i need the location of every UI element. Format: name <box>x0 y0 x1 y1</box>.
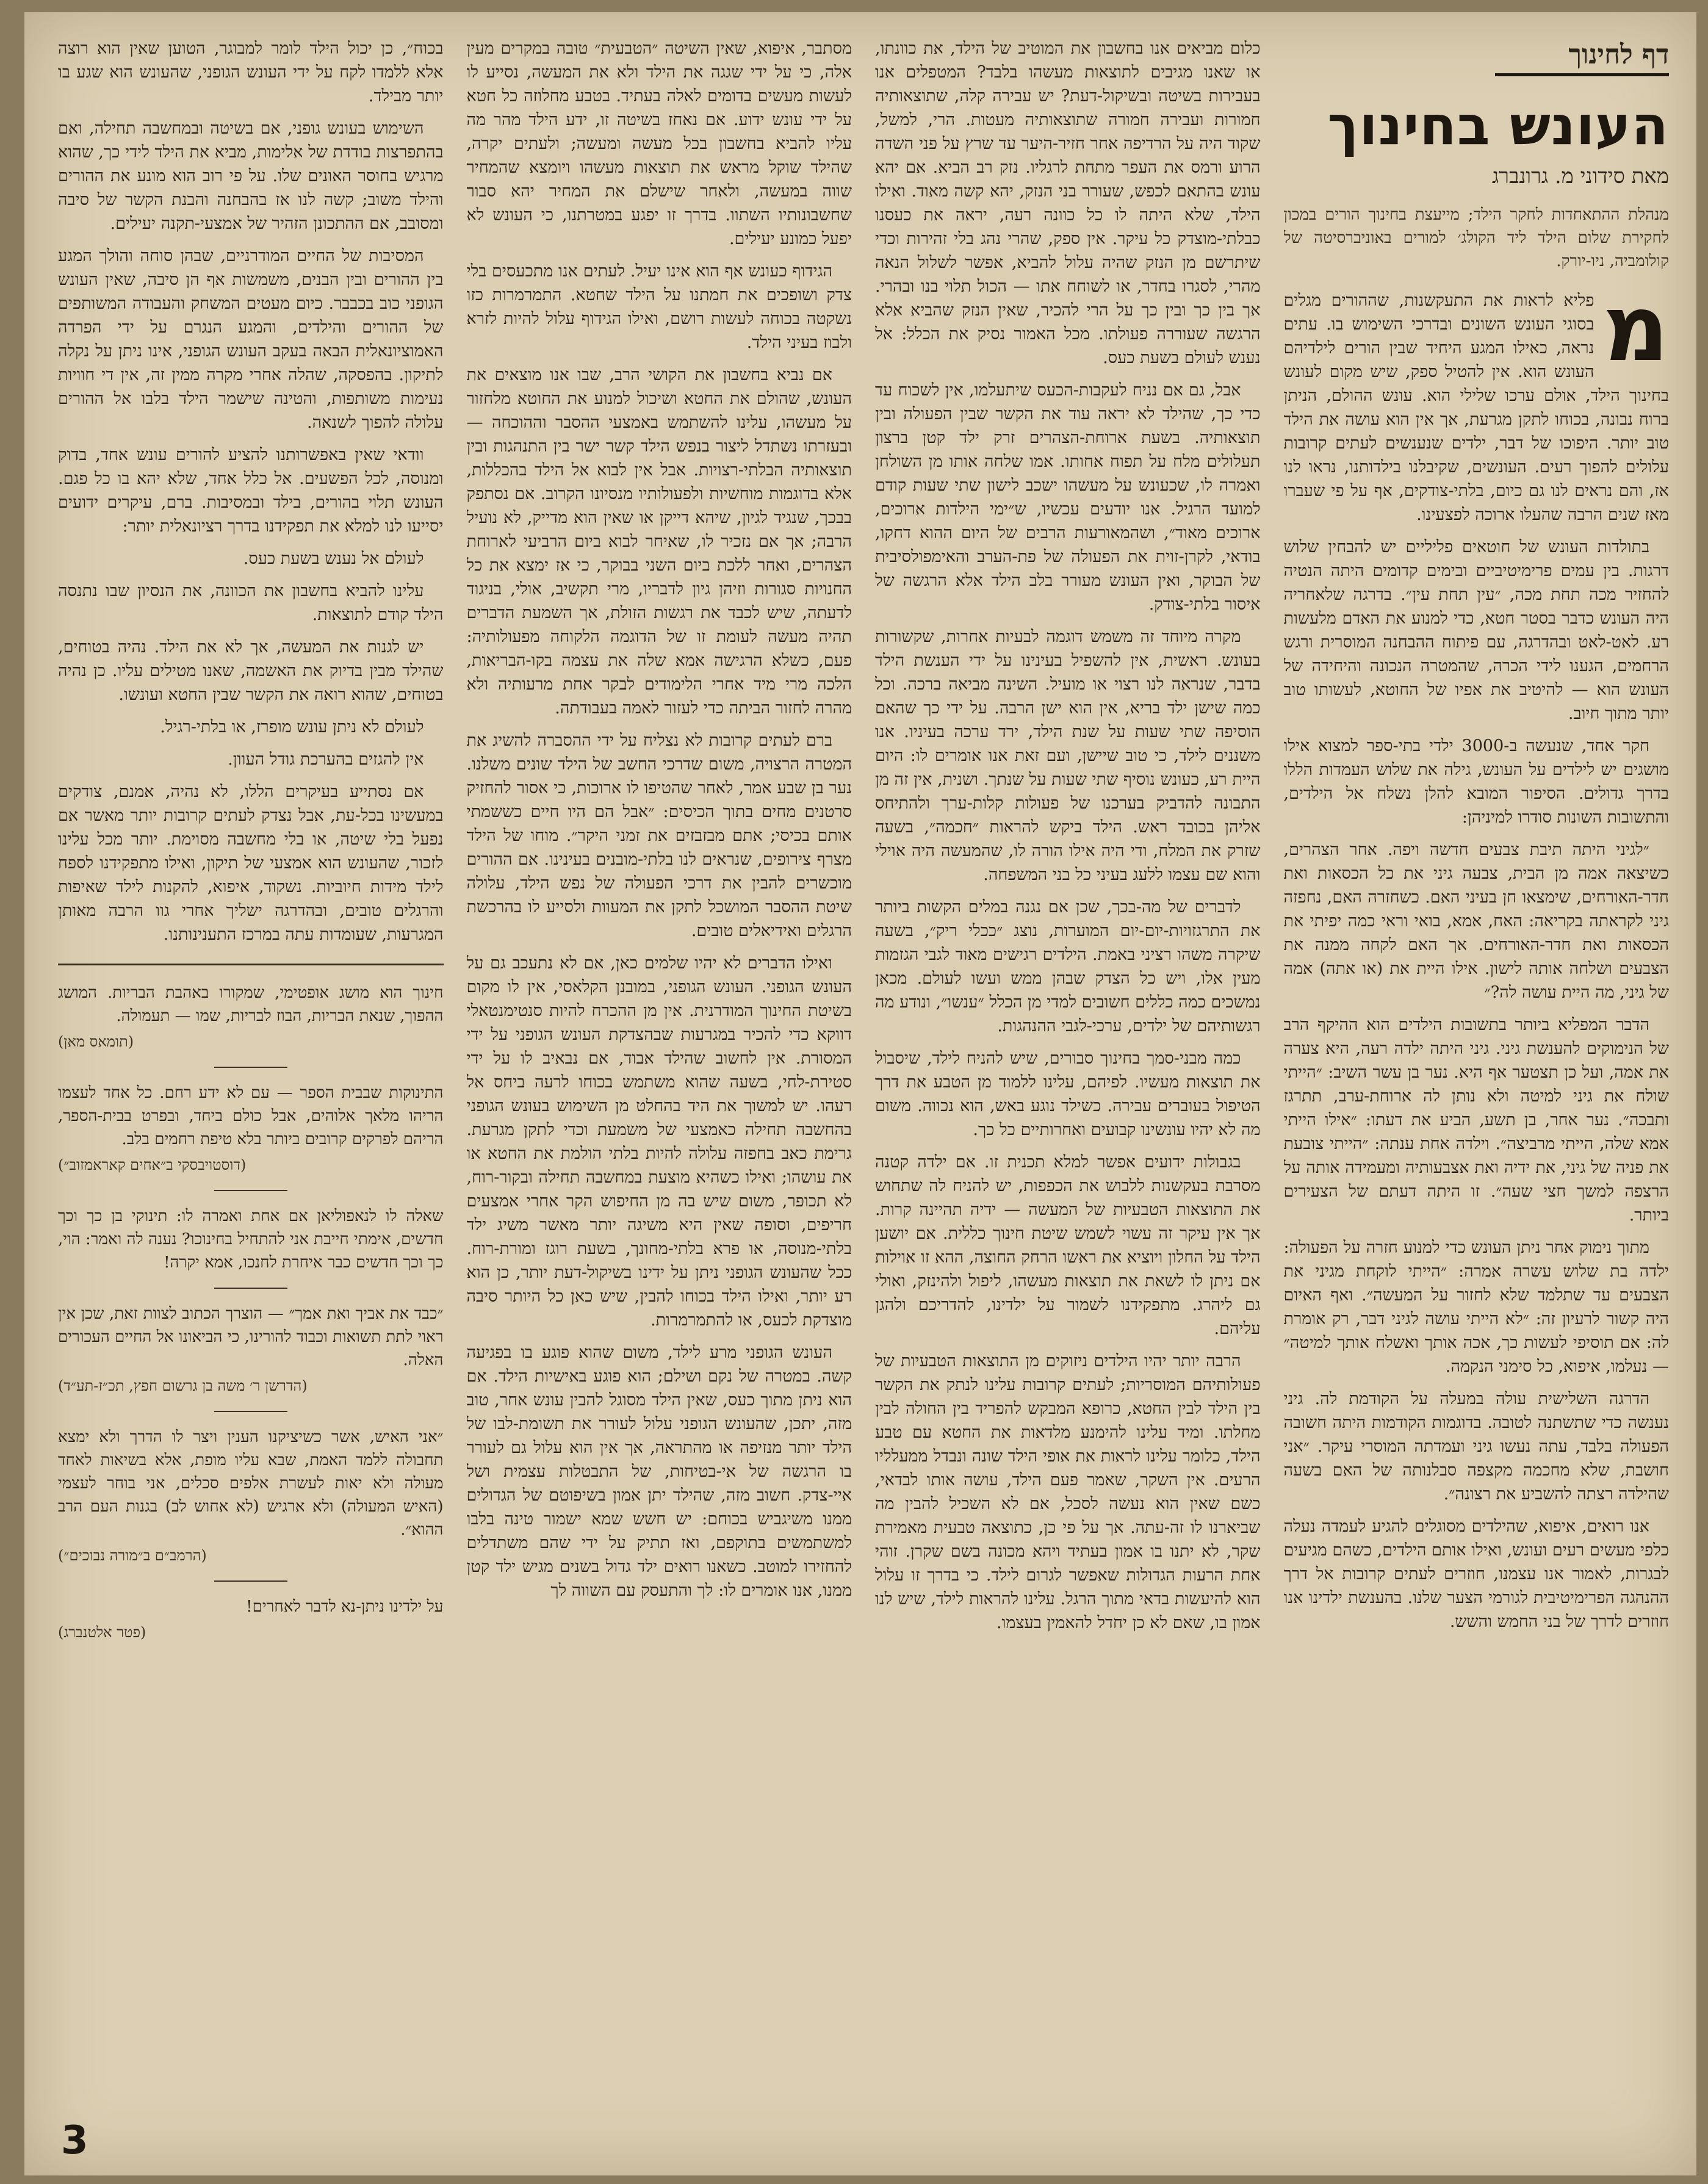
quote-text: חינוך הוא מושג אופטימי, שמקורו באהבת הבריות. המושג ההפוך, שנאת הבריות, הבוז לבריות, שמו — תעמולה. <box>58 984 444 1025</box>
article-byline: מאת סידוני מ. גרונברג <box>1492 164 1669 189</box>
paragraph: מסתבר, איפוא, שאין השיטה ״הטבעית״ טובה במקרים מעין אלה, כי על ידי שגגה את הילד ולא את המעשה, נסייע לו לעשות מעשים בדומים לאלה בעתיד. בטבע מחלוזה כל חטא על ידי עונש ידוע. אם נאחז בשיטה זו, ידע הילד מהר מה עליו להביא בחשבון בכל מעשה ומעשה; ולעתים יקרה, שהילד שוקל מראש את תוצאות מעשהו ויומצא שהמחיר שווה במעשה, ולאחר שישלם את המחיר יהא סבור שחשבונותיו השתוו. בדרך זו יפגע במטרתנו, כי העונש לא יפעל כמונע יעילים. <box>466 39 852 248</box>
paragraph: אנו רואים, איפוא, שהילדים מסוגלים להגיע לעמדה נעלה כלפי מעשים רעים ועונש, ואילו אותם הילדים, כשהם מגיעים לבגרות, לאמור אנו עצמנו, חוזרים לעתים קרובות אל דרך ההנהגה הפרימיטיבית לגורמי הצער שלנו. בהענשת ילדינו אנו חוזרים לדרך של בני החמש והשש. <box>1283 1517 1669 1631</box>
paragraph: אבל, גם אם נניח לעקבות-הכעס שיתעלמו, אין לשכוח עד כדי כך, שהילד לא יראה עוד את הקשר שבין הפעולה ובין תוצאותיה. בשעת ארוחת-הצהרים זרק ילד קטן ברצון תעלולים מלח על תפוח אחותו. אמו שלחה אותו מן השולחן ואמרה לו, שכעונש על מעשהו ישכב לישון שתי שעות קודם למועד הרגיל. אנו יודעים עכשיו, ש״ימי הילדות ארוכים, ארוכים מאוד״, ושהמאורעות הרבים של היום ההוא דחקו, בודאי, לקרן-זוית את הפעולה של פת-הערב והאימפולסיבית של הבוקר, ואין העונש מעורר בלב הילד אלא הרגשה של איסור בלתי-צודק. <box>875 381 1261 614</box>
quote-source: (תומאס מאן) <box>58 1033 134 1050</box>
paragraph: הגידוף כעונש אף הוא אינו יעיל. לעתים אנו מתכעסים בלי צדק ושופכים את חמתנו על הילד שחטא. התמרמרות כזו נשקטה בכוחה לעשות רושם, ואילו הגידוף עלול להיות לזרא ולבוז בעיני הילד. <box>466 262 852 352</box>
paragraph: כלום מביאים אנו בחשבון את המוטיב של הילד, את כוונתו, או שאנו מגיבים לתוצאות מעשהו בלבד? המטפלים אנו בעבירות בשיטה ובשיקול-דעת? יש עבירה קלה, שתוצאותיה חמורות ועבירה חמורה שתוצאותיה מעטות. הרי, למשל, שקוד היה על הרדיפה אחר חזיר-היער עד שרץ על פני השדה הרוע ורמס את העפר מתחת לרגליו. נזק רב הביא. אם יהא עונש בהתאם לכפש, שעורר בני הנזק, יהא קשה מאוד. ואילו הילד, שלא היתה לו כל כוונה רעה, יראה את כעסנו כבלתי-מוצדק כל עיקר. אין ספק, שהרי נהג בלי זהירות וכדי שיתרשם מן הנזק שהיה עלול להביא, אפשר לשלול הנאה מהרי, לסגרו בחדר, או לשוחח אתו — הכול תלוי בנו ובהרי. אך בין כך ובין כך על הרי להכיר, שאין הנזק שהביא אלא הרגשה שעוררה פעולתו. מכל האמור נסיק את הכלל: אל נענש לעולם בשעת כעס. <box>875 39 1261 367</box>
paragraph: בכוח״, כן יכול הילד לומר למבוגר, הטוען שאין הוא רוצה אלא ללמדו לקח על ידי העונש הגופני, שהעונש הוא שגע בו יותר מבילד. <box>58 39 444 106</box>
quote-text: שאלה לו לנאפוליאן אם אחת ואמרה לו: תינוקי בן כך וכך חדשים, אימתי חייבת אני להתחיל בחינוכו? נענה לה ואמר: הוי, כך וכך חדשים כבר איחרת לחנכו, אמא יקרה! <box>58 1207 444 1272</box>
quote-block <box>58 981 444 1053</box>
column-2 <box>875 37 1261 2151</box>
quote-text: ״כבד את אביך ואת אמך״ — הוצרך הכתוב לצוות זאת, שכן אין ראוי לתת תשואות וכבוד להורינו, כי הביאונו אל החיים העכורים האלה. <box>58 1305 444 1369</box>
quote-block <box>58 1205 444 1274</box>
paragraph: בגבולות ידועים אפשר למלא תכנית זו. אם ילדה קטנה מסרבת בעקשנות ללבוש את הכפפות, יש להניח לה שתחוש את התוצאות הטבעיות של המעשה — ידיה תהיינה קרות. אך אין עיקר זה עשוי לשמש שיטת חינוך כללית. אם יושען הילד על החלון ויוציא את ראשו הרחק החוצה, ההא זו אוילות אם ניתן לו לשאת את תוצאות מעשהו, ליפול ולהינזק, ואולי גם ליהרג. מתפקידנו לשמור על ילדינו, להדריכם ולהגן עליהם. <box>875 1153 1261 1338</box>
paragraph <box>1283 276 1670 527</box>
divider <box>58 964 444 965</box>
paragraph-text: פליא לראות את התעקשנות, שההורים מגלים בסוגי העונש השונים ובדרכי השימוש בו. עתים נראה, כאילו המגע היחיד שבין הורים לילדיהם העונש הוא. אין להטיל ספק, שיש מקום לעונש בחינוך הילד, אולם ערכו שלילי הוא. עונש ההולם, הניתן ברוח נבונה, בכוחו לתקן מגרעת, אך אין הוא עושה את הילד טוב יותר. היפוכו של דבר, ילדים שנענשים לעתים קרובות עלולים להפוך רעים. העונשים, שקיבלנו בילדותנו, נראו לנו אז, והם נראים לנו גם כיום, בלתי-צודקים, אף על פי שעברו מאז שנים הרבה שהעלו ארוכה לפצעינו. <box>1283 291 1669 524</box>
quote-text: ״אני האיש, אשר כשיציקנו הענין ויצר לו הדרך ולא ימצא תחבולה ללמד האמת, שבא עליו מופת, אלא בשיאות לאחד מעולה ולא יאות לעשרת אלפים סכלים, אני בוחר לעצמי (האיש המעולה) ולא ארגיש (לא אחוש לב) בגנות העם הרב ההוא״. <box>58 1428 444 1539</box>
column-1 <box>1284 37 1670 2151</box>
quote-source: (הרמב״ם ב״מורה נבוכים״) <box>58 1547 207 1564</box>
rule-item: לעולם לא ניתן עונש מופרז, או בלתי-רגיל. <box>160 718 424 737</box>
paragraph: אם נסתייע בעיקרים הללו, לא נהיה, אמנם, צודקים במעשינו בכל-עת, אבל נצדק לעתים קרובות יותר מאשר אם נפעל בלי שיטה, או בלי מחשבה מסוימת. יותר מכל עלינו לזכור, שהעונש הוא אמצעי של תיקון, ואילו מתפקידנו לספח לילד מידות חיוביות. נשקוד, איפוא, להקנות לילד שאיפות והרגלים טובים, ובהדרגה ישליך אחרי גוו הרבה מאותן המגרעות, שעומדות עתה במרכז התענינותנו. <box>58 782 444 944</box>
quote-source: (פטר אלטנברג) <box>58 1624 146 1641</box>
page-number: 3 <box>61 2118 88 2163</box>
paragraph: מתוך נימוק אחר ניתן העונש כדי למנוע חזרה על הפעולה: ילדה בת שלוש עשרה אמרה: ״הייתי לוקחת מגיני את הצבעים עד שתלמד שלא לחזור על המעשה״. ואף האיום היה קשור לרעיון זה: ״לא הייתי עושה לגיני דבר, רק אומרת לה: אם תוסיפי לעשות כך, אכה אותך ואשלח אותך למיטה״ — נעלמו, איפוא, כל סימני הנקמה. <box>1283 1238 1669 1376</box>
column-3 <box>467 37 852 2151</box>
quote-separator <box>214 1190 287 1191</box>
newspaper-page <box>24 12 1696 2175</box>
quote-block <box>58 1081 444 1177</box>
rule-item: לעולם אל נענש בשעת כעס. <box>243 549 424 568</box>
paragraph: לדברים של מה-בכך, שכן אם נגנה במלים הקשות ביותר את התרגזויות-יום-יום המוערות, נוצג ״ככלי ריק״, בשעה שיקרה משהו רציני באמת. הילדים רגישים מאוד לגבי הגזמות מעין אלו, ויש כל הצדק שבהן ממש ועשו לעולם. מכאן נמשכים כמה כללים חשובים למדי מן הכלל ״ענשו״, ונודע מה רגשותיהם של ילדים, ערכי-לגבי ההנהגות. <box>875 898 1261 1036</box>
quote-block <box>58 1302 444 1397</box>
quote-source: (דוסטויבסקי ב״אחים קאראמזוב״) <box>58 1156 247 1173</box>
quote-block <box>58 1595 444 1644</box>
drop-cap: מ <box>1602 276 1669 382</box>
quote-source: (הדרשן ר׳ משה בן גרשום חפץ, תכ״ז-תע״ד) <box>58 1377 308 1394</box>
quote-separator <box>214 1067 287 1068</box>
paragraph: העונש הגופני מרע לילד, משום שהוא פוגע בו בפגיעה קשה. במטרה של נקם ושילם; הוא פוגע באישיות הילד. אם הוא ניתן מתוך כעס, שאין הילד מסוגל להבין עונש אחר, טוב מזה, יתכן, שהעונש הגופני עלול לעורר את תשומת-לבו של הילד יותר מנזיפה או מהתראה, אך אין הוא עלול גם לעורר בו הרגשה של אי-בטיחות, של התבטלות עצמית ושל איי-צדק. חשוב מזה, שהילד יתן אמון בשיפוטם של הגדולים ממנו משיגביש בכוחם: יש חשש שמא ישמור טינה בלבו למשתמשים בתוקפם, ואז תתיק על ידי שהם משתדלים להחזירו למוטב. כשאנו רואים ילד גדול בשנים מגיש ילד קטן ממנו, אנו אומרים לו: לך והתעסק עם השווה לך <box>466 1343 852 1600</box>
paragraph: הדבר המפליא ביותר בתשובות הילדים הוא ההיקף הרב של הנימוקים להענשת גיני. גיני היתה ילדה רעה, היא צערה את אמה, ועל כן תצטער אף היא. נער בן עשר השיב: ״הייתי שולח את גיני למיטה ולא נותן לה ארוחת-ערב, תתרגז ותבכה״. נער אחר, בן תשע, הביע את דעתו: ״אילו הייתי אמא שלה, הייתי מרביצה״. וילדה אחת ענתה: ״הייתי צובעת את פניה של גיני, את ידיה ואת אצבעותיה ומעמידה אותה על הרצפה למשך חצי שעה״. זו היתה דעתם של הצעירים ביותר. <box>1283 1015 1669 1225</box>
paragraph: הדרגה השלישית עולה במעלה על הקודמת לה. גיני נענשה כדי שתשתנה לטובה. בדוגמות הקודמות היתה חשובה הפעולה בלבד, עתה נעשו גיני ועמדתה המוסרי עיקר. ״אני חושבת, שלא מחכמה מקצפה סבלנותה של האם בשעה שהילדה רצתה להשביע את רצונה״. <box>1283 1389 1669 1504</box>
paragraph: מקרה מיוחד זה משמש דוגמה לבעיות אחרות, שקשורות בעונש. ראשית, אין להשפיל בעינינו על ידי הענשת הילד בדבר, שנראה לנו רצוי או מועיל. השינה מביאה ברכה. וכל כמה שישן ילד בריא, אין הוא ישן הרבה. על ידי כך שהאם הוסיפה שתי שעות על שנת הילד, ירד ערכה בעיניו. אנו משננים לילד, כי טוב שיישן, ועם זאת אנו אומרים לו: היום היית רע, כעונש נוסיף שתי שעות על שנתך. ושנית, אין זה מן התבונה להדביק בערכנו של פעולות קלות-ערך ולהתיחס אליהן בכובד ראש. הילד ביקש להראות ״חכמה״, בשעה שזרק את המלח, ודי היה אילו הורה לו, שהמעשה היה אוילי והוא שם עצמו ללעג בעיני כל בני המשפחה. <box>875 627 1261 884</box>
column-4 <box>58 37 444 2151</box>
rule-item: עלינו להביא בחשבון את הכוונה, את הנסיון שבו נתנסה הילד קודם לתוצאות. <box>58 582 444 624</box>
paragraph: וודאי שאין באפשרותנו להציע להורים עונש אחד, בדוק ומנוסה, לכל הפשעים. אל כלל אחד, שלא יהא בו כל פגם. העונש תלוי בהורים, בילד ובמסיבות. ברם, עיקרים ידועים יסייעו לנו למלא את תפקידנו בדרך רציונאלית יותר: <box>58 445 444 536</box>
quote-separator <box>214 1411 287 1412</box>
section-label: דף לחינוך <box>1495 37 1669 76</box>
page-columns <box>58 37 1669 2151</box>
paragraph: חקר אחד, שנעשה ב-3000 ילדי בתי-ספר למצוא אילו מושגים יש לילדים על העונש, גילה את שלוש העמדות הללו בדרך גדולים. הסיפור המובא להלן נשלח אל הילדים, והתשובות השונות סודרו למיניהן: <box>1283 737 1669 827</box>
quote-text: התינוקות שבבית הספר — עם לא ידע רחם. כל אחד לעצמו הריהו מלאך אלוהים, אבל כולם ביחד, ובפרט בבית-הספר, הריהם לפרקים קרובים ביותר בלא טיפת רחמים בלב. <box>58 1084 444 1148</box>
paragraph: הרבה יותר יהיו הילדים ניזוקים מן התוצאות הטבעיות של פעולותיהם המוסריות; לעתים קרובות עלינו לנתק את הקשר בין הילד לבין החטא, כרופא המבקש להפריד בין החולה לבין מחלתו. ומיד עלינו להימנע מלדאות את החטא עם טבע הילד, כלומר עלינו לראות את אופי הילד שונה ונבדל ממעלליו הרעים. אין השקר, שאמר פעם הילד, עושה אותו לבדאי, כשם שאין הוא נעשה לסכל, אם לא השכיל להבין מה שביארנו לו זה-עתה. אך על פי כן, כתוצאה טבעית מאמירת שקר, לא יתנו בו אמון בעתיד ויהא מכונה בשם שקרן. זוהי אחת הרעות הגדולות שאפשר לגרום לילד. כי בדרך זו עלול הוא להיעשות בדאי מתוך הרגל. עלינו להראות לילד, שיש לנו אמון בו, שאם לא כן יחדל להאמין בעצמו. <box>875 1352 1261 1632</box>
quote-text: על ילדינו ניתן-נא לדבר לאחרים! <box>246 1598 444 1616</box>
paragraph: כמה מבני-סמך בחינוך סבורים, שיש להניח לילד, שיסבול את תוצאות מעשיו. לפיהם, עלינו ללמוד מן הטבע את דרך הטיפול בעוברים עבירה. כשילד נוגע באש, הוא נכווה. משום מה לא יהיו עונשינו קבועים ואחרותיים כל כך. <box>875 1049 1261 1139</box>
paragraph: ״לגיני היתה תיבת צבעים חדשה ויפה. אחר הצהרים, כשיצאה אמה מן הבית, צבעה גיני את כל הכסאות ואת חדר-האורחים, שימצאו חן בעיני האם. כשחזרה האם, נחפזה גיני לקראתה בקריאה: האח, אמא, בואי וראי כמה יפיתי את הכסאות ואת חדר-האורחים. אך האם לקחה ממנה את הצבעים ושלחה אותה לישון. אילו היית את (או אתה) אמה של גיני, מה היית עושה לה?״ <box>1283 840 1669 1002</box>
quote-separator <box>214 1288 287 1289</box>
rule-item: אין להגזים בהערכת גודל העוון. <box>228 750 424 769</box>
rule-item: יש לגנות את המעשה, אך לא את הילד. נהיה בטוחים, שהילד מבין בדיוק את האשמה, שאנו מטילים עליו. כן נהיה בטוחים, שהוא רואה את הקשר שבין החטא ועונשו. <box>58 638 444 704</box>
paragraph: בתולדות העונש של חוטאים פליליים יש להבחין שלוש דרגות. בין עמים פרימיטיביים ובימים קדומים היתה הנטיה להחזיר מכה תחת מכה, ״עין תחת עין״. בדרגה שלאחריה היה העונש כדבר בסטר חטא, כדי למנוע את האדם מלעשות רע. לאט-לאט ובהדרגה, עם פיתוח ההבחנה המוסרית ורגש הרחמים, הגענו לידי הכרה, שהמטרה הנכונה והיחידה של העונש הוא — להיטיב את אפיו של החוטא, לעשותו טוב יותר מתוך חיוב. <box>1283 538 1669 723</box>
paragraph: המסיבות של החיים המודרניים, שבהן סוחה והולך המגע בין ההורים ובין הבנים, משמשות אף הן סיבה, שאין העונש הגופני כוב בכבבר. כיום מעטים המשחק והעבודה המשותפים של ההורים והילדים, והמגע הנגרם על ידי הפרדה האמוציונאלית הבאה בעקב העונש הגופני, אינו ניתן על נקלה לתיקון. בהפסקה, שהלה אחרי מקרה ממין זה, אין די חוויות נעימות משותפות, והטינה שישמר הילד בלבו אל ההורים עלולה להפוך לשנאה. <box>58 247 444 432</box>
article-title: העונש בחינוך <box>1327 94 1669 157</box>
quote-separator <box>214 1580 287 1582</box>
paragraph: ברם לעתים קרובות לא נצליח על ידי ההסברה להשיג את המטרה הרצויה, משום שדרכי החשב של הילד שונים משלנו. נער בן שבע אמר, לאחר שהטיפו לו ארוכות, כי אסור להחזיק סרטנים מחים בתוך הכיסים: ״אבל הם היו חיים כששמתי אותם בכיסי; אתם מבזבזים את זמני היקר״. מוחו של הילד מצרף צירופים, שנראים לנו בלתי-מובנים בעינינו. אם ההורים מוכשרים להבין את דרכי הפעולה של נפש הילד, עלולה שיטת ההסבר המושכל לתקן את המעוות ולסייע לו בהרכשת הרגלים ואידיאלים טובים. <box>466 731 852 940</box>
quote-block <box>58 1425 444 1567</box>
paragraph: אם נביא בחשבון את הקושי הרב, שבו אנו מוצאים את העונש, שהולם את החטא ושיכול למנוע את החוטא מלחזור על מעשהו, עלינו להשתמש באמצעי ההסבר וההוכחה — ובעזרתו נשתדל ליצור בנפש הילד קשר ישר בין התנהגות ובין תוצאותיה הבלתי-רצויות. אבל אין לבוא אל הילד בהכללות, אלא בדוגמות מוחשיות ולפעולותיו מנסיונו הקרוב. אם נסתפק בבכך, שנגיד לגיון, שיהא דייקן או שאין הוא מדייק, לא נועיל הרבה; אך אם נזכיר לו, שאיחר לבוא ביום הרביעי לארוחת הצהרים, ואחר ללכת ביום השני בבוקר, כי אז ימצא את כל החנויות סגורות וזיהן גיון לדבריו, מרי תקשיב, אולי, בניגוד לדעתה, שיש לכבד את רגשות הזולת, אך השמעת הדברים תהיה מעשה לעומת זו של הדוגמה הלקוחה מפעולותיה: פעם, כשלא הרגישה אמא שלה את עצמה בקו-הבריאות, הלכה מרי מיד אחרי הלימודים לבקר אחת מרעותיה ולא מהרה לחזור הביתה כדי לעזור לאמה בעבודתה. <box>466 366 852 718</box>
paragraph: ואילו הדברים לא יהיו שלמים כאן, אם לא נתעכב גם על העונש הגופני. העונש הגופני, במובנן הקלאסי, אין לו מקום בשיטת החינוך המודרנית. אין מן ההכרח להיות סנטימנטאלי דווקא כדי להכיר במגרעות שבהצדקת העונש הגופני על ידי המסורת. אין לחשוב שהילד אבוד, אם נבאיב לו על ידי סטירת-לחי, בשעה שהוא משתמש בכוחו לרעה ביחס אל רעהו. יש למשוך את היד בהחלט מן השימוש בעונש הגופני בהחשבה תחילה כאמצעי של משמעת וכדי לתקן מגרעת. גרימת כאב בחפזה עלולה להיות בלתי הולמת את החטא או את עושהו; ואילו כשהיא מוצעת במחשבה תחילה ובקור-רוח, לא תכופר, משום שיש בה מן החיפוש הקר אחרי אמצעים חריפים, וסופה שאין היא משיגה יותר מאשר משיג ילד בלתי-מנוסה, או פרא בלתי-מחונך, בשעת רוגז ומורת-רוח. ככל שהעונש הגופני ניתן על ידינו בשיקול-דעת יותר, כן הוא רע יותר, ואילו הילד בכוחו להבין, שיש כאן כל היותר סיבה מוצדקת לכעס, או להתמרמרות. <box>466 954 852 1330</box>
author-credit: מנהלת ההתאחדות לחקר הילד; מייעצת בחינוך הורים במכון לחקירת שלום הילד ליד הקולג׳ למורים באוניברסיטה של קולומביה, ניו-יורק. <box>1283 206 1669 270</box>
paragraph: השימוש בעונש גופני, אם בשיטה ובמחשבה תחילה, ואם בהתפרצות בודדת של אלימות, מביא את הילד לידי כך, שהוא מרגיש בחוסר האונים שלו. על פי רוב הוא מונע את ההורים והילד משוב; קשה לנו אז בהבחנה והבנת הקשר של סיבה ומסובב, אם ההתכונן הזהיר של אמצעי-תקנה יעילים. <box>58 119 444 233</box>
